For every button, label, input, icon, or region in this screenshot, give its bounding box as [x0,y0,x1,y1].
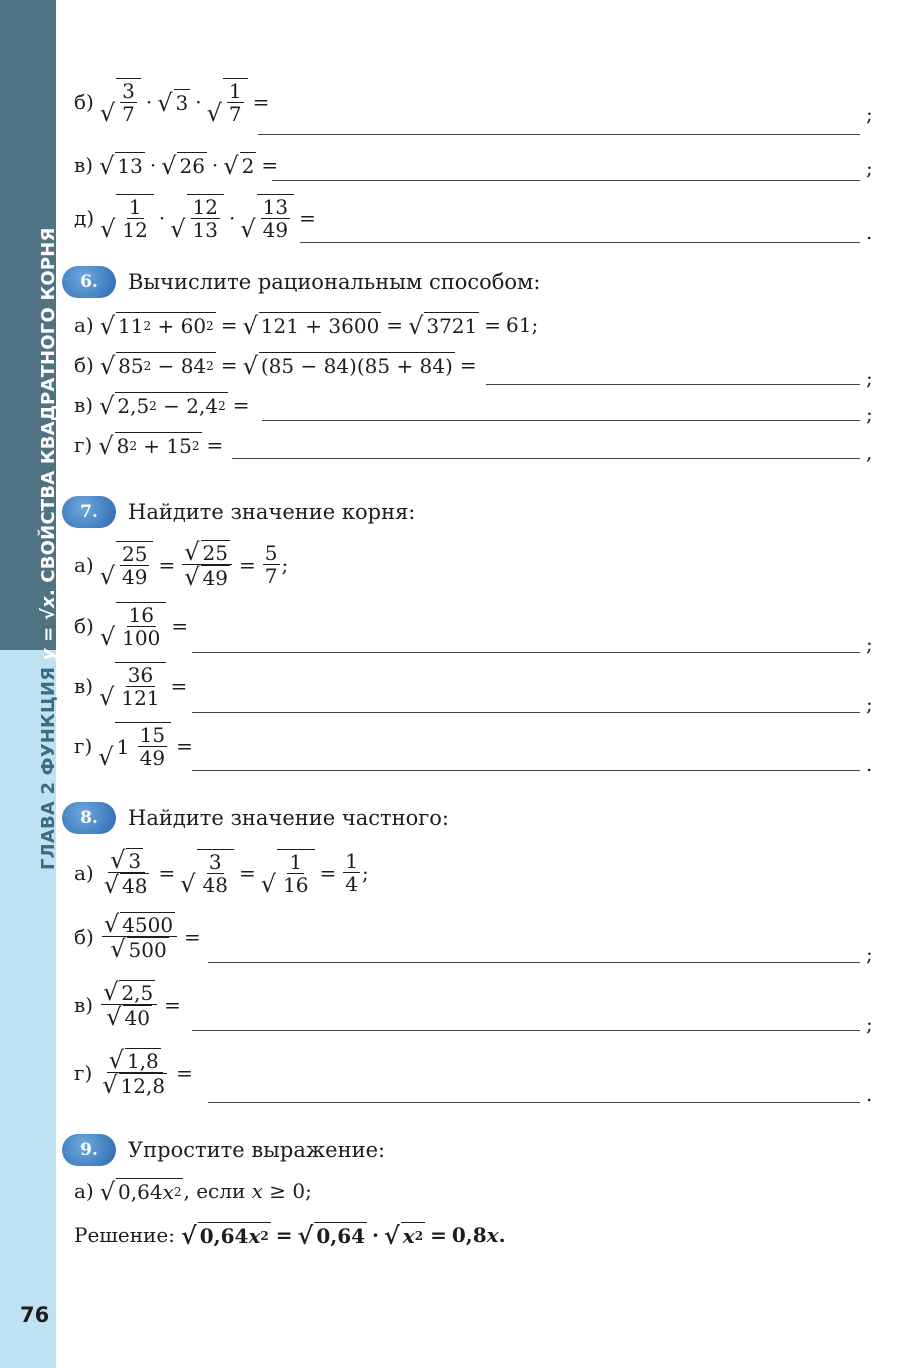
task9-solution: Решение: √ 0,64 x 2 = √ 0,64 · √ x 2 = 0,8 x . [74,1221,506,1250]
answer-line[interactable] [192,1030,860,1031]
task5-b: б) √ $\frac{3}{7}$ · √ 3 · √ $\frac{1}{7}$ = [74,79,270,127]
task8-header [62,802,449,834]
task7-header [62,496,415,528]
answer-line[interactable] [208,1102,860,1103]
answer-line[interactable] [262,420,860,421]
answer-line[interactable] [486,384,860,385]
sidebar-chapter-title: ГЛАВА 2 ФУНКЦИЯ y = √x. СВОЙСТВА КВАДРАТНОГО КОРНЯ [38,227,59,870]
task-title: Найдите значение корня: [128,500,416,524]
task7-g: г) √ 1 $\frac{15}{49}$ = [74,723,193,771]
task-title: Найдите значение частного: [128,806,449,830]
task7-b: б) √ $\frac{16}{100}$ = [74,603,189,651]
task9-header [62,1134,385,1166]
task8-a: а) √ 3 √ 48 = √ $\frac{3}{48}$ = √ $\frac{1}{16}$ = $\frac{1}{4}$ ; [74,846,369,899]
task-title: Упростите выражение: [128,1138,386,1162]
answer-line[interactable] [258,134,860,135]
task8-g: г) √ 1,8 √ 12,8 = [74,1046,193,1099]
task-number-badge: 7. [62,496,116,528]
task8-b: б) √ 4500 √ 500 = [74,910,201,963]
answer-line[interactable] [232,458,860,459]
task8-v: в) √ 2,5 √ 40 = [74,978,181,1031]
answer-line[interactable] [192,712,860,713]
task-title: Вычислите рациональным способом: [128,270,541,294]
task-number-badge: 9. [62,1134,116,1166]
task7-v: в) √ $\frac{36}{121}$ = [74,663,188,711]
answer-line[interactable] [192,652,860,653]
answer-line[interactable] [208,962,860,963]
page-number: 76 [20,1303,50,1327]
task-number-badge: 6. [62,266,116,298]
task5-d: д) √ $\frac{1}{12}$ · √ $\frac{12}{13}$ · √ $\frac{13}{49}$ = [74,195,316,243]
answer-line[interactable] [272,180,860,181]
answer-line[interactable] [192,770,860,771]
task6-g: г) √ 8 2 + 15 2 = [74,432,224,460]
task6-a: а) √ 11 2 + 60 2 = √ 121 + 3600 = √ 3721 = 61; [74,312,539,340]
task6-header [62,266,540,298]
task-number-badge: 8. [62,802,116,834]
task7-a: а) √ $\frac{25}{49}$ = √ 25 √ 49 = $\frac{5}{7}$ ; [74,538,289,591]
answer-line[interactable] [300,242,860,243]
task6-b: б) √ 85 2 − 84 2 = √ (85 − 84)(85 + 84) = [74,352,477,380]
task6-v: в) √ 2,5 2 − 2,4 2 = [74,392,250,420]
chapter-sidebar [0,0,59,1368]
task9-a: а) √ 0,64 x 2 , если x ≥ 0; [74,1178,312,1206]
task5-v: в) √ 13 · √ 26 · √ 2 = [74,152,279,180]
